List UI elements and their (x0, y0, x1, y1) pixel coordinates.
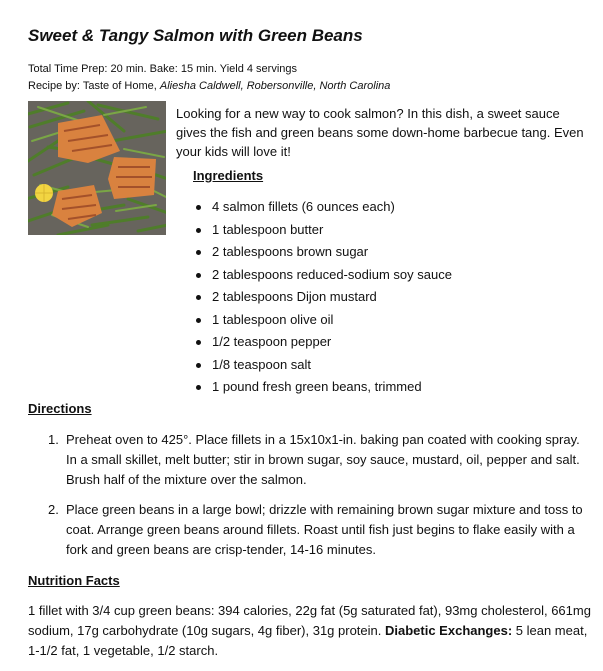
direction-step: 1. Preheat oven to 425°. Place fillets in a 15x10x1-in. baking pan coated with cooking spray. In a small skillet, melt butter; stir in brown sugar, soy sauce, mustard, oil, pepper and salt. Brush half of the mixture over the salmon. (48, 432, 580, 487)
bullet-icon (196, 340, 201, 345)
diabetic-exchanges-values: 5 lean meat, 1-1/2 fat, 1 vegetable, 1/2 starch. (28, 623, 588, 658)
bullet-icon (196, 385, 201, 390)
ingredient-item: 1 tablespoon butter (194, 219, 452, 242)
ingredient-item: 2 tablespoons brown sugar (194, 241, 452, 264)
ingredient-item: 1 pound fresh green beans, trimmed (194, 376, 452, 399)
recipe-intro: Looking for a new way to cook salmon? In this dish, a sweet sauce gives the fish and green beans some down-home barbecue tang. Even your kids will love it! (176, 106, 584, 159)
direction-step: 2. Place green beans in a large bowl; drizzle with remaining brown sugar mixture and toss to coat. Arrange green beans around fillets. Roast until fish just begins to flake easily with a fork and green beans are crisp-tender, 14-16 minutes. (48, 502, 583, 557)
time-yield-line: Total Time Prep: 20 min. Bake: 15 min. Yield 4 servings (28, 63, 298, 75)
step-number: 1. (48, 432, 59, 447)
ingredients-list (194, 196, 452, 399)
bullet-icon (196, 205, 201, 210)
ingredient-item: 2 tablespoons Dijon mustard (194, 286, 452, 309)
diabetic-exchanges-label: Diabetic Exchanges: (385, 623, 513, 638)
credit-author: Aliesha Caldwell, Robersonville, North Carolina (159, 80, 391, 92)
bullet-icon (196, 318, 201, 323)
bullet-icon (196, 295, 201, 300)
ingredients-heading: Ingredients (193, 168, 264, 183)
ingredient-item: 1/2 teaspoon pepper (194, 331, 452, 354)
directions-list (48, 430, 588, 560)
directions-heading: Directions (28, 401, 92, 416)
bullet-icon (196, 228, 201, 233)
bullet-icon (196, 273, 201, 278)
nutrition-text (28, 601, 593, 661)
ingredient-item: 1/8 teaspoon salt (194, 354, 452, 377)
ingredient-item: 2 tablespoons reduced-sodium soy sauce (194, 264, 452, 287)
ingredient-item: 4 salmon fillets (6 ounces each) (194, 196, 452, 219)
ingredient-item: 1 tablespoon olive oil (194, 309, 452, 332)
step-number: 2. (48, 502, 59, 517)
nutrition-values: 1 fillet with 3/4 cup green beans: 394 calories, 22g fat (5g saturated fat), 93mg cholesterol, 661mg sodium, 17g carbohydrate (10g sugars, 4g fiber), 31g protein. (28, 603, 591, 638)
nutrition-heading: Nutrition Facts (28, 573, 120, 588)
recipe-credit (28, 79, 390, 93)
recipe-photo (28, 101, 166, 235)
credit-prefix: Recipe by: Taste of Home, (28, 80, 160, 92)
bullet-icon (196, 363, 201, 368)
recipe-title: Sweet & Tangy Salmon with Green Beans (28, 26, 363, 45)
bullet-icon (196, 250, 201, 255)
